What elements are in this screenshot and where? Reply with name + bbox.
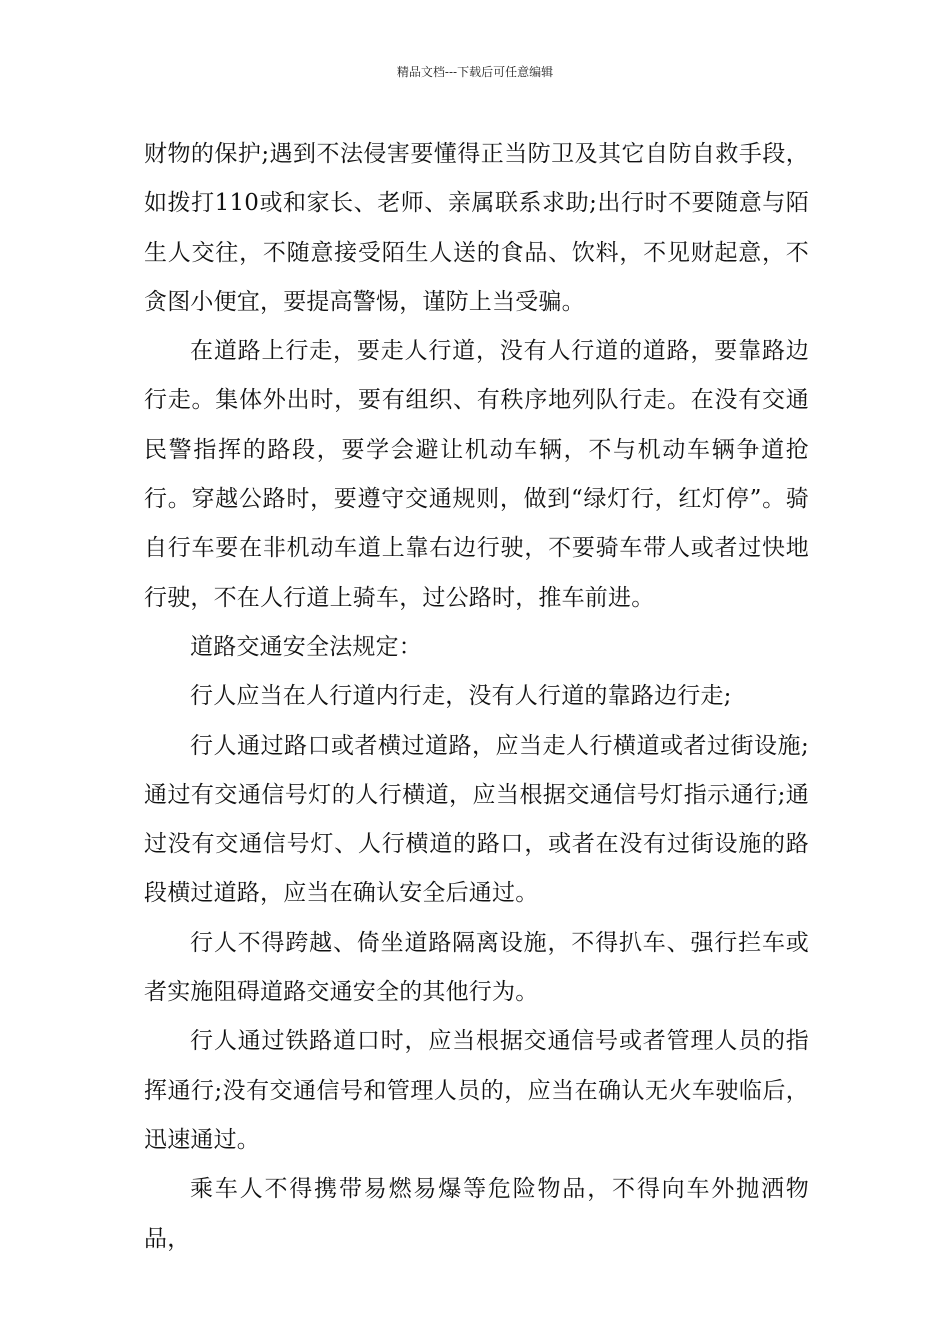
page-header: 精品文档---下载后可任意编辑 bbox=[396, 65, 554, 79]
paragraph-continuation: 财物的保护;遇到不法侵害要懂得正当防卫及其它自防自救手段，如拨打110或和家长、老师、亲属联系求助;出行时不要随意与陌生人交往，不随意接受陌生人送的食品、饮料，不见财起意，不贪图小便宜，要提高警惕，谨防上当受骗。 bbox=[144, 141, 809, 315]
document-body bbox=[144, 130, 809, 1264]
paragraph-law-heading: 道路交通安全法规定： bbox=[190, 633, 422, 660]
paragraph-no-climbing: 行人不得跨越、倚坐道路隔离设施，不得扒车、强行拦车或者实施阻碍道路交通安全的其他行为。 bbox=[144, 929, 809, 1006]
paragraph-pedestrian-sidewalk: 行人应当在人行道内行走，没有人行道的靠路边行走; bbox=[190, 683, 732, 710]
paragraph-passenger-rules: 乘车人不得携带易燃易爆等危险物品，不得向车外抛洒物品， bbox=[144, 1176, 809, 1252]
paragraph-crossing-rules: 行人通过路口或者横过道路，应当走人行横道或者过街设施;通过有交通信号灯的人行横道，应当根据交通信号灯指示通行;通过没有交通信号灯、人行横道的路口，或者在没有过街设施的路段横过道路，应当在确认安全后通过。 bbox=[144, 732, 809, 907]
paragraph-railway-crossing: 行人通过铁路道口时，应当根据交通信号或者管理人员的指挥通行;没有交通信号和管理人员的，应当在确认无火车驶临后，迅速通过。 bbox=[144, 1028, 809, 1153]
paragraph-walking-rules: 在道路上行走，要走人行道，没有人行道的道路，要靠路边行走。集体外出时，要有组织、有秩序地列队行走。在没有交通民警指挥的路段，要学会避让机动车辆，不与机动车辆争道抢行。穿越公路时，要遵守交通规则，做到“绿灯行，红灯停”。骑自行车要在非机动车道上靠右边行驶，不要骑车带人或者过快地行驶，不在人行道上骑车，过公路时，推车前进。 bbox=[144, 338, 809, 611]
